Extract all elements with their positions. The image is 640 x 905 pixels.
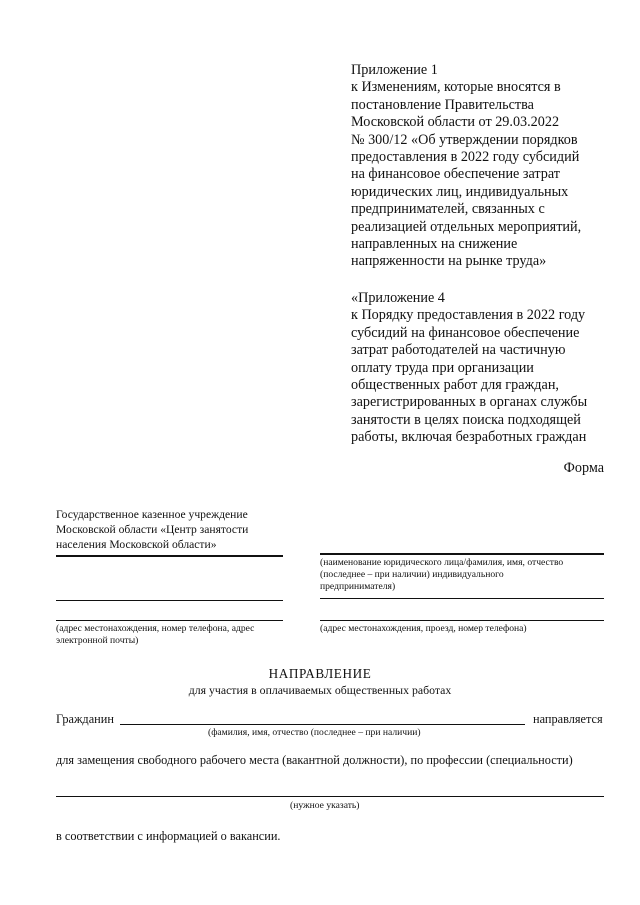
address-blank-line-1 <box>56 600 283 601</box>
employer-blank-line-1 <box>320 598 604 599</box>
organization-line: Государственное казенное учреждение <box>56 508 248 521</box>
employer-name-line <box>320 553 604 555</box>
caption-line: (нужное указать) <box>290 800 360 811</box>
appendix-1-line: № 300/12 «Об утверждении порядков <box>351 131 578 148</box>
appendix-4-line: оплату труда при организации <box>351 359 534 376</box>
appendix-1-line: предпринимателей, связанных с <box>351 201 545 218</box>
citizen-name-caption <box>208 727 421 739</box>
caption-line: предпринимателя) <box>320 581 396 592</box>
appendix-1-line: направленных на снижение <box>351 236 518 253</box>
vacancy-text: для замещения свободного рабочего места (вакантной должности), по профессии (специальности) <box>56 753 573 767</box>
specify-caption <box>290 800 359 812</box>
appendix-4-block <box>351 290 611 447</box>
appendix-4-line: «Приложение 4 <box>351 290 445 306</box>
document-subtitle: для участия в оплачиваемых общественных работах <box>188 683 452 697</box>
appendix-1-line: на финансовое обеспечение затрат <box>351 166 561 183</box>
caption-line: (адрес местонахождения, проезд, номер телефона) <box>320 623 527 634</box>
appendix-4-line: занятости в целях поиска подходящей <box>351 411 581 428</box>
appendix-1-line: предоставления в 2022 году субсидий <box>351 149 580 166</box>
document-title: НАПРАВЛЕНИЕ <box>268 666 372 681</box>
issuing-organization <box>56 507 284 552</box>
citizen-prefix: Гражданин <box>56 712 114 726</box>
citizen-name-field[interactable] <box>120 724 525 725</box>
profession-field[interactable] <box>56 796 604 797</box>
left-address-caption <box>56 623 254 647</box>
appendix-4-line: работы, включая безработных граждан <box>351 429 587 446</box>
appendix-1-line: юридических лиц, индивидуальных <box>351 183 569 200</box>
employer-name-caption <box>320 557 604 593</box>
appendix-4-line: общественных работ для граждан, <box>351 377 559 394</box>
appendix-4-line: зарегистрированных в органах службы <box>351 394 588 411</box>
appendix-1-line: реализацией отдельных мероприятий, <box>351 218 582 235</box>
appendix-1-line: к Изменениям, которые вносятся в <box>351 79 561 96</box>
appendix-1-block <box>351 62 611 271</box>
organization-underline <box>56 555 283 557</box>
caption-line: электронной почты) <box>56 635 139 646</box>
organization-line: населения Московской области» <box>56 538 217 551</box>
appendix-1-line: напряженности на рынке труда» <box>351 253 547 270</box>
caption-line: (фамилия, имя, отчество (последнее – при наличии) <box>208 727 421 738</box>
caption-line: (наименование юридического лица/фамилия, имя, отчество <box>320 557 564 568</box>
citizen-suffix: направляется <box>533 712 603 726</box>
appendix-1-line: постановление Правительства <box>351 96 534 113</box>
appendix-4-line: затрат работодателей на частичную <box>351 342 566 359</box>
appendix-4-line: к Порядку предоставления в 2022 году <box>351 307 586 324</box>
caption-line: (адрес местонахождения, номер телефона, адрес <box>56 623 255 634</box>
footer-text: в соответствии с информацией о вакансии. <box>56 829 281 843</box>
appendix-1-line: Приложение 1 <box>351 62 438 78</box>
caption-line: (последнее – при наличии) индивидуального <box>320 569 504 580</box>
organization-line: Московской области «Центр занятости <box>56 523 249 536</box>
employer-blank-line-2 <box>320 620 604 621</box>
address-blank-line-2 <box>56 620 283 621</box>
appendix-4-line: субсидий на финансовое обеспечение <box>351 324 580 341</box>
appendix-1-line: Московской области от 29.03.2022 <box>351 114 560 131</box>
form-label: Форма <box>563 460 604 476</box>
right-address-caption <box>320 623 527 635</box>
